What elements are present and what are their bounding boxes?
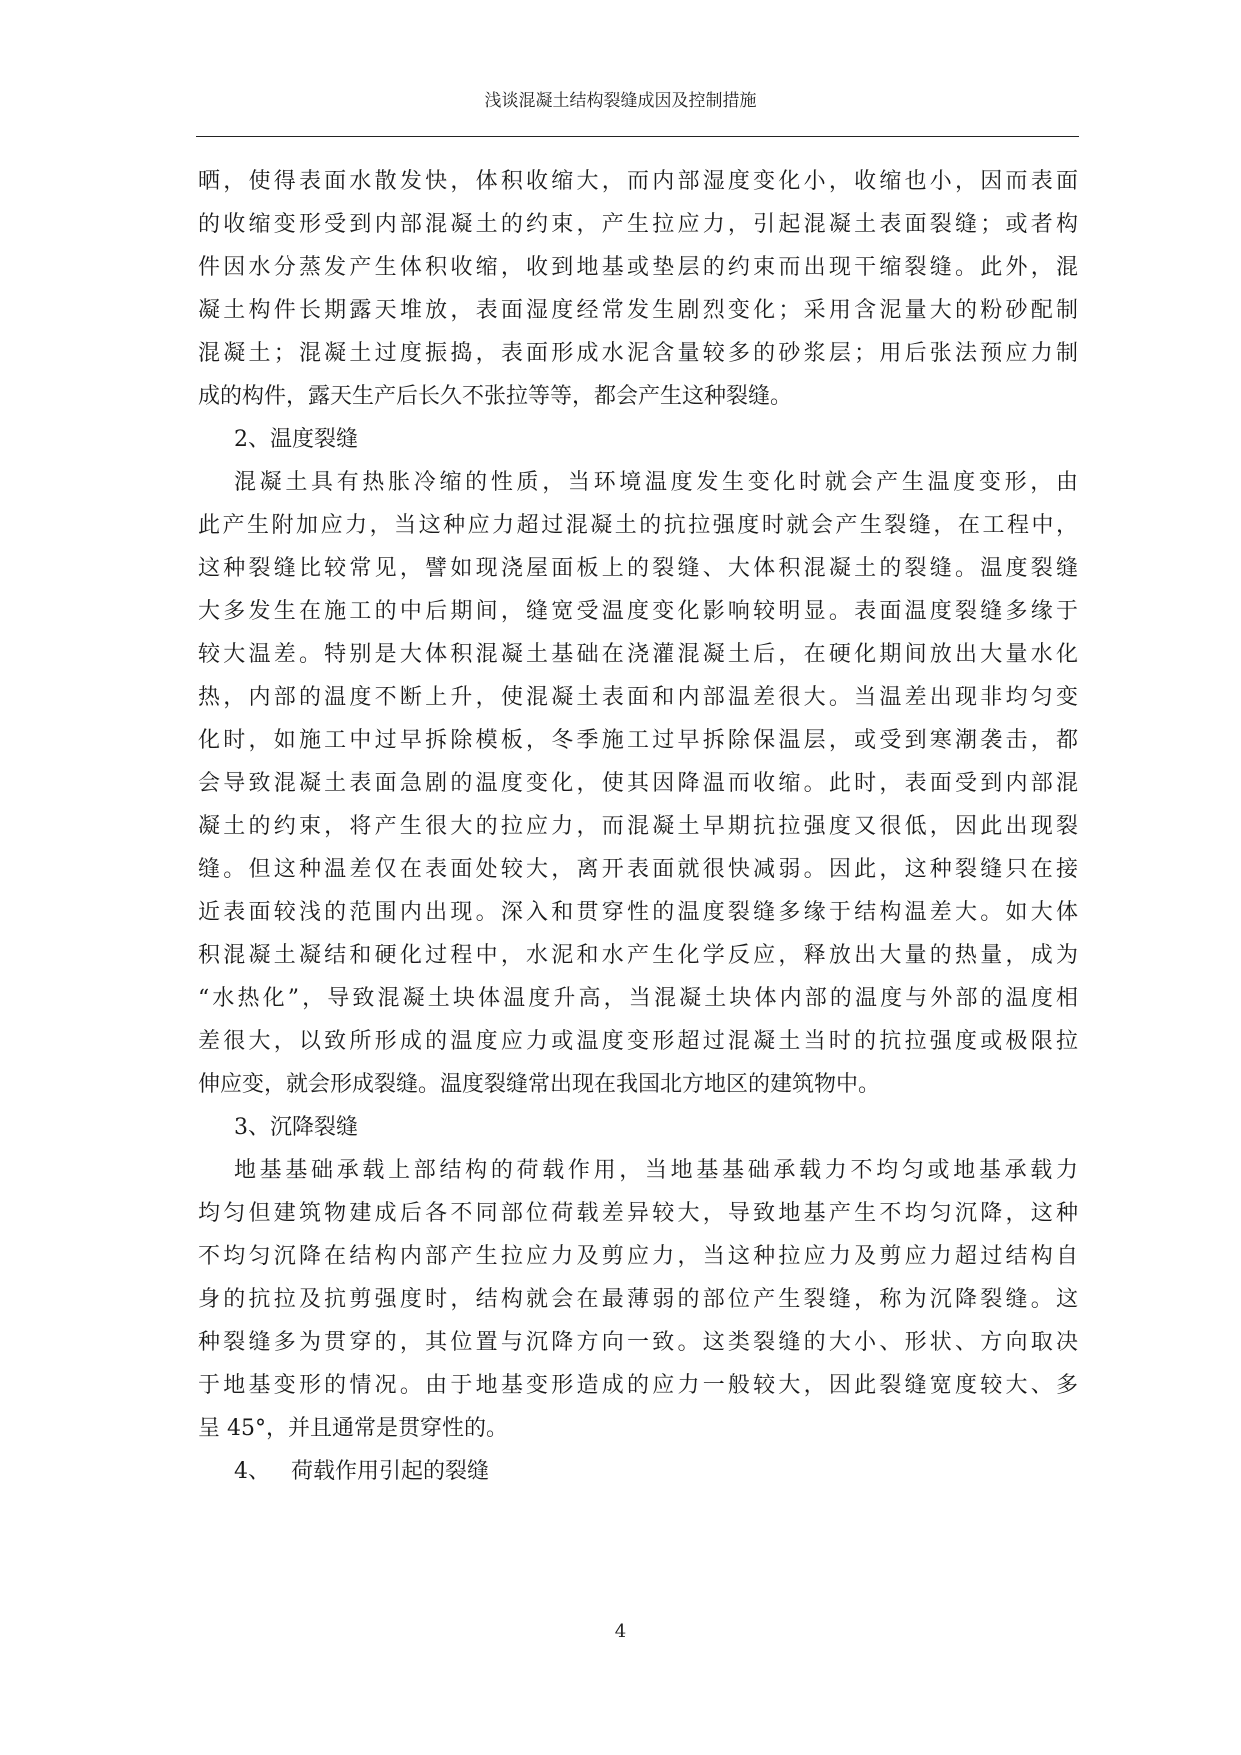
text-line: 不均匀沉降在结构内部产生拉应力及剪应力，当这种拉应力及剪应力超过结构自 [198,1244,1078,1269]
text-line: 地基基础承载上部结构的荷载作用，当地基基础承载力不均匀或地基承载力 [234,1158,1078,1183]
section-heading-settlement-cracks: 3、沉降裂缝 [234,1115,358,1140]
text-line: 混凝土具有热胀冷缩的性质，当环境温度发生变化时就会产生温度变形，由 [234,470,1078,495]
text-line: 会导致混凝土表面急剧的温度变化，使其因降温而收缩。此时，表面受到内部混 [198,771,1078,796]
text-line: 化时，如施工中过早拆除模板，冬季施工过早拆除保温层，或受到寒潮袭击，都 [198,728,1078,753]
text-line: 热，内部的温度不断上升，使混凝土表面和内部温差很大。当温差出现非均匀变 [198,685,1078,710]
text-line: 的收缩变形受到内部混凝土的约束，产生拉应力，引起混凝土表面裂缝；或者构 [198,212,1078,237]
text-line: 伸应变，就会形成裂缝。温度裂缝常出现在我国北方地区的建筑物中。 [198,1072,881,1097]
text-line: 凝土构件长期露天堆放，表面湿度经常发生剧烈变化；采用含泥量大的粉砂配制 [198,298,1078,323]
text-line: 这种裂缝比较常见，譬如现浇屋面板上的裂缝、大体积混凝土的裂缝。温度裂缝 [198,556,1078,581]
text-line: 混凝土；混凝土过度振捣，表面形成水泥含量较多的砂浆层；用后张法预应力制 [198,341,1078,366]
text-line: “水热化”，导致混凝土块体温度升高，当混凝土块体内部的温度与外部的温度相 [198,986,1078,1011]
text-line: 此产生附加应力，当这种应力超过混凝土的抗拉强度时就会产生裂缝，在工程中， [198,513,1078,538]
text-line: 缝。但这种温差仅在表面处较大，离开表面就很快减弱。因此，这种裂缝只在接 [198,857,1078,882]
text-line: 于地基变形的情况。由于地基变形造成的应力一般较大，因此裂缝宽度较大、多 [198,1373,1078,1398]
text-line: 晒，使得表面水散发快，体积收缩大，而内部湿度变化小，收缩也小，因而表面 [198,169,1078,194]
header-divider [196,136,1079,137]
section-heading-load-cracks: 4、 荷载作用引起的裂缝 [234,1459,489,1484]
text-line: 差很大，以致所形成的温度应力或温度变形超过混凝土当时的抗拉强度或极限拉 [198,1029,1078,1054]
running-header-title: 浅谈混凝土结构裂缝成因及控制措施 [484,91,757,111]
text-line: 近表面较浅的范围内出现。深入和贯穿性的温度裂缝多缘于结构温差大。如大体 [198,900,1078,925]
page-number: 4 [614,1621,627,1642]
text-line: 呈 45°，并且通常是贯穿性的。 [198,1416,508,1441]
text-line: 件因水分蒸发产生体积收缩，收到地基或垫层的约束而出现干缩裂缝。此外，混 [198,255,1078,280]
text-line: 大多发生在施工的中后期间，缝宽受温度变化影响较明显。表面温度裂缝多缘于 [198,599,1078,624]
document-body [198,160,1078,1493]
text-line: 凝土的约束，将产生很大的拉应力，而混凝土早期抗拉强度又很低，因此出现裂 [198,814,1078,839]
text-line: 身的抗拉及抗剪强度时，结构就会在最薄弱的部位产生裂缝，称为沉降裂缝。这 [198,1287,1078,1312]
text-line: 种裂缝多为贯穿的，其位置与沉降方向一致。这类裂缝的大小、形状、方向取决 [198,1330,1078,1355]
text-line: 积混凝土凝结和硬化过程中，水泥和水产生化学反应，释放出大量的热量，成为 [198,943,1078,968]
text-line: 较大温差。特别是大体积混凝土基础在浇灌混凝土后，在硬化期间放出大量水化 [198,642,1078,667]
text-line: 成的构件，露天生产后长久不张拉等等，都会产生这种裂缝。 [198,384,793,409]
text-line: 均匀但建筑物建成后各不同部位荷载差异较大，导致地基产生不均匀沉降，这种 [198,1201,1078,1226]
section-heading-temperature-cracks: 2、温度裂缝 [234,427,358,452]
